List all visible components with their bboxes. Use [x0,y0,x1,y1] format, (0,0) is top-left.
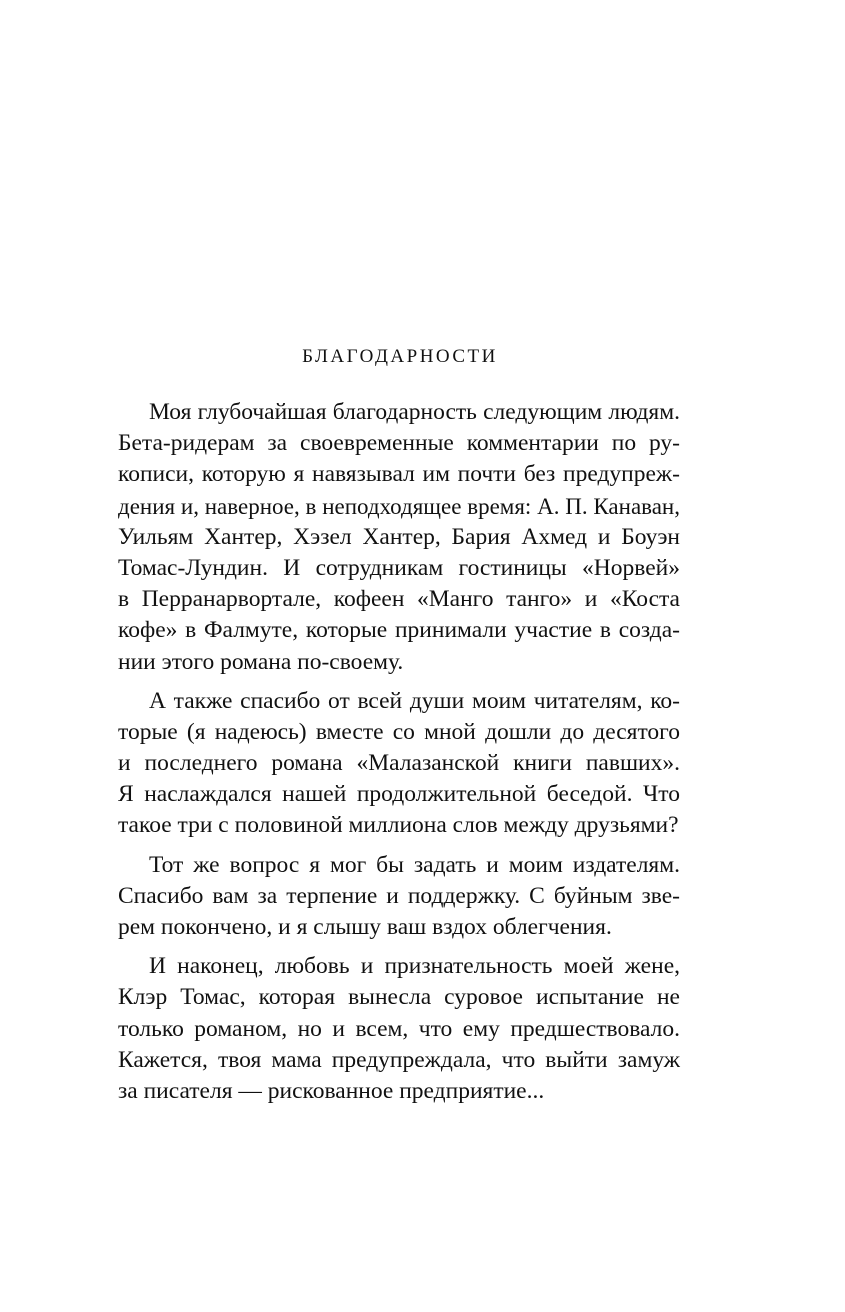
text-line: торые (я надеюсь) вместе со мной дошли до десятого [118,718,680,745]
paragraph-gap [118,678,680,686]
text-line: и последнего романа «Малазанской книги павших». [118,750,680,777]
text-line: дения и, наверное, в неподходящее время: А. П. Канаван, [118,493,680,519]
text-line: кописи, которую я навязывал им почти без предупреж- [118,461,680,488]
text-line: за писателя — рискованное предприятие... [118,1077,545,1104]
text-line: Я наслаждался нашей продолжительной беседой. Что [118,781,680,808]
text-line: А также спасибо от всей души моим читателям, ко- [149,687,680,714]
text-line: Тот же вопрос я мог бы задать и моим издателям. [149,851,680,878]
paragraph-gap [118,842,680,850]
text-line: Томас-Лундин. И сотрудникам гостиницы «Норвей» [118,554,680,581]
text-line: рем покончено, и я слышу ваш вздох облегчения. [118,914,612,940]
paragraph-4 [118,951,680,1107]
text-line: только романом, но и всем, что ему предшествовало. [118,1015,680,1042]
paragraph-2 [118,686,680,842]
text-line: Спасибо вам за терпение и поддержку. С буйным зве- [118,882,680,909]
text-line: в Перранарвортале, кофеен «Манго танго» и «Коста [118,586,680,613]
acknowledgements-body [118,397,680,1107]
text-line: Уильям Хантер, Хэзел Хантер, Бария Ахмед и Боуэн [118,523,680,550]
page-title: БЛАГОДАРНОСТИ [302,346,498,367]
text-line: Бета-ридерам за своевременные комментарии по ру- [118,430,680,457]
paragraph-gap [118,943,680,951]
text-line: такое три с половиной миллиона слов между друзьями? [118,812,679,839]
paragraph-3 [118,850,680,944]
text-line: Моя глубочайшая благодарность следующим людям. [149,399,680,425]
text-line: нии этого романа по-своему. [118,648,404,675]
text-line: И наконец, любовь и признательность моей жене, [149,953,680,980]
text-line: Клэр Томас, которая вынесла суровое испытание не [118,984,680,1011]
paragraph-1 [118,397,680,678]
text-line: Кажется, твоя мама предупреждала, что выйти замуж [118,1046,680,1073]
text-line: кофе» в Фалмуте, которые принимали участие в созда- [118,617,680,644]
